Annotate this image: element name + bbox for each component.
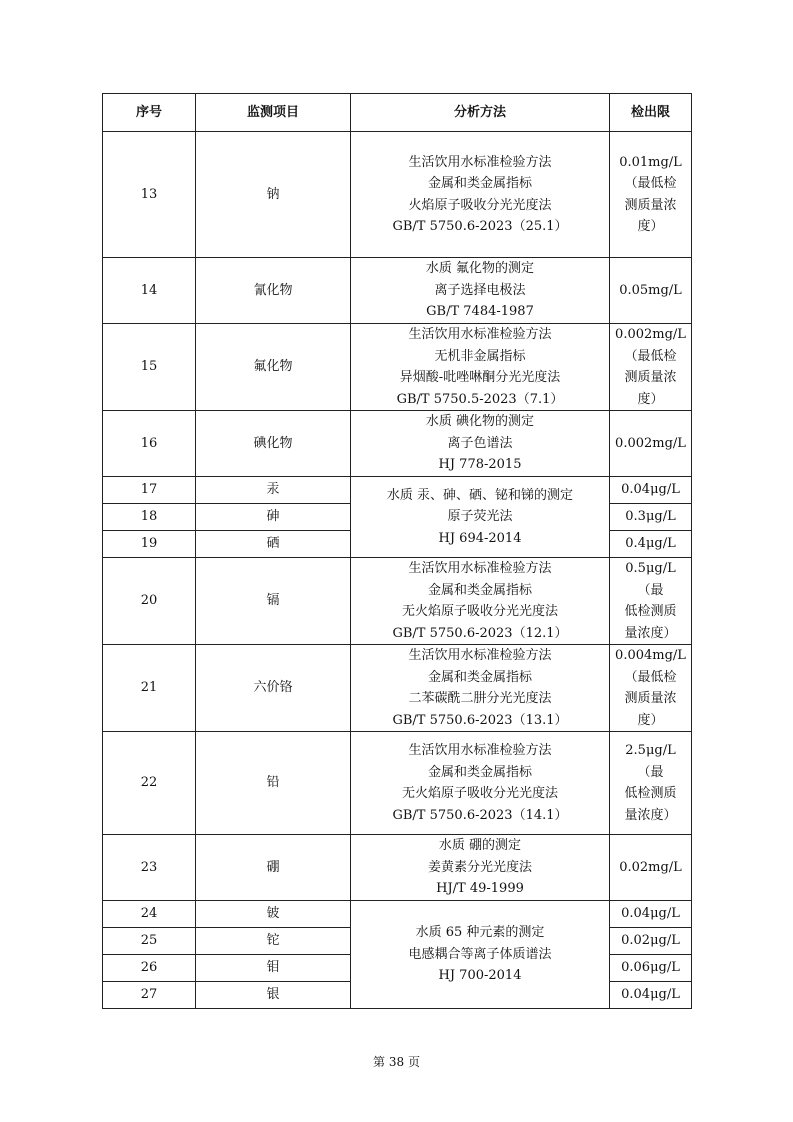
method-line: 生活饮用水标准检验方法: [408, 327, 552, 342]
limit-line: 0.05mg/L: [619, 282, 682, 298]
monitoring-table: [102, 93, 692, 1009]
limit-line: 测质量浓: [624, 197, 677, 213]
table-row: [103, 732, 692, 835]
method-line: 水质 硼的测定: [438, 838, 522, 854]
method-line: 离子色谱法: [447, 435, 513, 451]
cell-item: 砷: [196, 504, 351, 531]
method-line: GB/T 7484-1987: [426, 304, 534, 320]
limit-line: 0.004mg/L: [615, 648, 686, 663]
cell-item: 氰化物: [196, 258, 351, 324]
cell-seq: 14: [103, 258, 196, 324]
cell-limit: [610, 732, 692, 835]
cell-seq: 13: [103, 132, 196, 258]
cell-item: 汞: [196, 477, 351, 504]
limit-line: 2.5μg/L（最: [625, 743, 676, 780]
table-row: [103, 324, 692, 411]
method-line: HJ 694-2014: [438, 530, 522, 546]
cell-seq: 17: [103, 477, 196, 504]
method-line: 无火焰原子吸收分光光度法: [401, 604, 558, 619]
method-line: 金属和类金属指标: [427, 764, 532, 780]
header-method: 分析方法: [351, 94, 610, 132]
header-limit: 检出限: [610, 94, 692, 132]
cell-limit: 0.3μg/L: [610, 504, 692, 531]
cell-item: 硒: [196, 531, 351, 558]
method-line: 姜黄素分光光度法: [427, 859, 532, 875]
cell-seq: 18: [103, 504, 196, 531]
method-line: GB/T 5750.6-2023（12.1）: [392, 625, 568, 641]
cell-limit: [610, 324, 692, 411]
cell-limit: 0.06μg/L: [610, 955, 692, 982]
header-item: 监测项目: [196, 94, 351, 132]
method-line: 二苯碳酰二肼分光光度法: [408, 691, 552, 706]
method-line: GB/T 5750.6-2023（25.1）: [392, 219, 568, 234]
cell-item: 钠: [196, 132, 351, 258]
limit-line: 0.002mg/L: [615, 435, 686, 451]
header-seq: 序号: [103, 94, 196, 132]
method-line: 无火焰原子吸收分光光度法: [401, 786, 558, 801]
cell-method: [351, 411, 610, 477]
method-line: 生活饮用水标准检验方法: [408, 154, 552, 170]
limit-line: （最低检: [624, 669, 677, 685]
cell-item: 硼: [196, 835, 351, 901]
cell-item: 碘化物: [196, 411, 351, 477]
page-number: 第 38 页: [373, 1055, 420, 1069]
cell-limit: [610, 411, 692, 477]
cell-method: [351, 645, 610, 732]
method-line: 电感耦合等离子体质谱法: [408, 946, 552, 962]
cell-limit: 0.04μg/L: [610, 982, 692, 1009]
limit-line: 低检测质: [624, 604, 677, 619]
table-row: [103, 411, 692, 477]
limit-line: 0.002mg/L: [615, 327, 686, 342]
cell-seq: 21: [103, 645, 196, 732]
method-line: HJ 778-2015: [438, 457, 522, 473]
cell-item: 银: [196, 982, 351, 1009]
cell-seq: 22: [103, 732, 196, 835]
method-line: 生活饮用水标准检验方法: [408, 648, 552, 663]
method-line: 金属和类金属指标: [427, 669, 532, 685]
cell-seq: 25: [103, 928, 196, 955]
limit-line: 度）: [637, 219, 664, 234]
cell-seq: 16: [103, 411, 196, 477]
limit-line: 测质量浓: [624, 370, 677, 385]
cell-seq: 26: [103, 955, 196, 982]
limit-line: （最低检: [624, 176, 677, 191]
table-row: [103, 558, 692, 645]
method-line: 离子选择电极法: [434, 282, 526, 298]
cell-limit: [610, 132, 692, 258]
cell-item: 钼: [196, 955, 351, 982]
cell-limit: 0.02μg/L: [610, 928, 692, 955]
method-line: 异烟酸-吡唑啉酮分光光度法: [399, 370, 561, 385]
cell-method: [351, 132, 610, 258]
method-line: 金属和类金属指标: [427, 582, 532, 598]
table-row: [103, 835, 692, 901]
cell-limit: 0.04μg/L: [610, 477, 692, 504]
limit-line: 量浓度）: [624, 807, 677, 823]
cell-method-shared: [351, 477, 610, 558]
cell-seq: 20: [103, 558, 196, 645]
method-line: 金属和类金属指标: [427, 176, 532, 191]
limit-line: 0.02mg/L: [619, 859, 682, 875]
table-row: [103, 477, 692, 504]
method-line: 无机非金属指标: [434, 348, 526, 364]
cell-limit: [610, 558, 692, 645]
method-line: 生活饮用水标准检验方法: [408, 561, 552, 576]
cell-seq: 19: [103, 531, 196, 558]
method-line: 水质 汞、砷、硒、铋和锑的测定: [386, 487, 574, 503]
cell-limit: [610, 645, 692, 732]
cell-item: 氟化物: [196, 324, 351, 411]
method-line: 生活饮用水标准检验方法: [408, 743, 552, 758]
method-line: GB/T 5750.5-2023（7.1）: [396, 391, 564, 407]
method-line: HJ 700-2014: [438, 968, 522, 984]
limit-line: 0.01mg/L: [619, 154, 682, 170]
limit-line: 度）: [637, 391, 664, 407]
cell-method: [351, 835, 610, 901]
cell-item: 六价铬: [196, 645, 351, 732]
limit-line: 量浓度）: [624, 625, 677, 641]
limit-line: 低检测质: [624, 786, 677, 801]
cell-limit: [610, 835, 692, 901]
limit-line: 测质量浓: [624, 691, 677, 706]
cell-limit: 0.04μg/L: [610, 901, 692, 928]
limit-line: （最低检: [624, 348, 677, 364]
cell-item: 铍: [196, 901, 351, 928]
table-row: [103, 901, 692, 928]
cell-method: [351, 324, 610, 411]
cell-seq: 23: [103, 835, 196, 901]
cell-method-shared: [351, 901, 610, 1009]
method-line: 原子荧光法: [447, 509, 513, 525]
cell-item: 铊: [196, 928, 351, 955]
limit-line: 0.5μg/L（最: [625, 561, 676, 598]
method-line: GB/T 5750.6-2023（13.1）: [392, 712, 568, 728]
cell-limit: [610, 258, 692, 324]
cell-item: 铅: [196, 732, 351, 835]
table-row: [103, 645, 692, 732]
cell-item: 镉: [196, 558, 351, 645]
cell-method: [351, 258, 610, 324]
table-header-row: [103, 94, 692, 132]
table-row: [103, 258, 692, 324]
cell-seq: 27: [103, 982, 196, 1009]
method-line: GB/T 5750.6-2023（14.1）: [392, 807, 568, 823]
cell-seq: 24: [103, 901, 196, 928]
method-line: 水质 65 种元素的测定: [415, 925, 545, 941]
cell-seq: 15: [103, 324, 196, 411]
limit-line: 度）: [637, 712, 664, 728]
table-row: [103, 132, 692, 258]
method-line: HJ/T 49-1999: [436, 881, 524, 897]
method-line: 水质 碘化物的测定: [425, 414, 535, 430]
method-line: 火焰原子吸收分光光度法: [408, 197, 552, 213]
method-line: 水质 氟化物的测定: [425, 261, 535, 277]
cell-method: [351, 732, 610, 835]
cell-method: [351, 558, 610, 645]
cell-limit: 0.4μg/L: [610, 531, 692, 558]
